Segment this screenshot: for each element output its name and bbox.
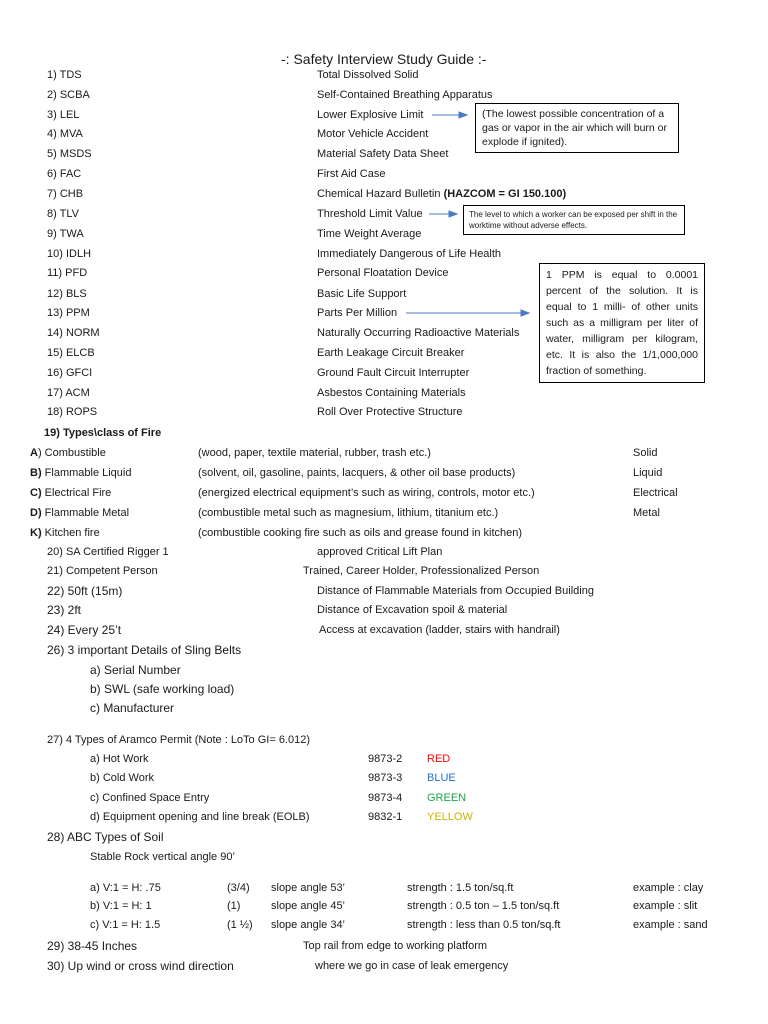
item-term: 29) 38-45 Inches [47,939,138,953]
fire-class-desc: (energized electrical equipment’s such as wiring, controls, motor etc.) [198,487,535,499]
arrow-head-icon [521,310,529,316]
fire-class-desc: (combustible metal such as magnesium, lithium, titanium etc.) [198,507,499,519]
item-definition: where we go in case of leak emergency [315,960,509,972]
soil-fraction: (1 ½) [227,919,253,931]
item-term: 30) Up wind or cross wind direction [47,959,234,973]
acronym-definition: Personal Floatation Device [317,267,449,279]
permit-color: GREEN [427,792,467,804]
acronym-term: 14) NORM [47,327,100,339]
fire-class-desc: (combustible cooking fire such as oils and grease found in kitchen) [198,527,523,539]
soil-slope: slope angle 53’ [271,882,346,894]
fire-class-type: Liquid [633,467,663,479]
permit-code: 9873-4 [368,792,403,804]
item-definition: Distance of Excavation spoil & material [317,604,508,616]
soil-stable-rock: Stable Rock vertical angle 90’ [90,851,235,863]
arrow-head-icon [449,211,457,217]
acronym-term: 10) IDLH [47,248,92,260]
permit-code: 9832-1 [368,811,403,823]
acronym-term: 1) TDS [47,69,82,81]
fire-class-desc: (wood, paper, textile material, rubber, trash etc.) [198,447,431,459]
fire-class-type: Electrical [633,487,678,499]
item-definition: approved Critical Lift Plan [317,546,443,558]
soil-strength: strength : 0.5 ton – 1.5 ton/sq.ft [407,900,560,912]
list-item: a) Serial Number [90,663,181,677]
soil-fraction: (3/4) [227,882,250,894]
list-item: c) Manufacturer [90,701,175,715]
soil-fraction: (1) [227,900,241,912]
acronym-definition: Motor Vehicle Accident [317,128,429,140]
fire-class-name: D) Flammable Metal [30,507,130,519]
item-definition: Top rail from edge to working platform [303,940,488,952]
permit-code: 9873-3 [368,772,403,784]
fire-class-name: B) Flammable Liquid [30,467,132,479]
acronym-definition: Self-Contained Breathing Apparatus [317,89,493,101]
acronym-term: 15) ELCB [47,347,95,359]
soil-ratio: b) V:1 = H: 1 [90,900,152,912]
item-definition: Trained, Career Holder, Professionalized Person [303,565,540,577]
acronym-definition: Earth Leakage Circuit Breaker [317,347,465,359]
fire-class-name: K) Kitchen fire [30,527,100,539]
item-term: 20) SA Certified Rigger 1 [47,546,169,558]
acronym-term: 3) LEL [47,109,80,121]
soil-heading: 28) ABC Types of Soil [47,830,164,844]
acronym-definition: Ground Fault Circuit Interrupter [317,367,470,379]
acronym-term: 13) PPM [47,307,90,319]
acronym-definition: Basic Life Support [317,288,407,300]
item-definition: Distance of Flammable Materials from Occupied Building [317,585,594,597]
acronym-term: 2) SCBA [47,89,90,101]
permit-name: a) Hot Work [90,753,149,765]
page-title: -: Safety Interview Study Guide :- [281,51,487,67]
soil-strength: strength : 1.5 ton/sq.ft [407,882,514,894]
soil-ratio: a) V:1 = H: .75 [90,882,161,894]
permit-code: 9873-2 [368,753,403,765]
acronym-definition: Chemical Hazard Bulletin (HAZCOM = GI 150.100) [317,188,567,200]
acronym-definition: First Aid Case [317,168,386,180]
acronym-term: 7) CHB [47,188,84,200]
fire-class-name: C) Electrical Fire [30,487,112,499]
item-definition: Access at excavation (ladder, stairs with handrail) [319,624,560,636]
permit-name: b) Cold Work [90,772,154,784]
acronym-definition: Material Safety Data Sheet [317,148,449,160]
item-term: 23) 2ft [47,603,82,617]
acronym-term: 18) ROPS [47,406,98,418]
list-item: b) SWL (safe working load) [90,682,235,696]
acronym-term: 11) PFD [47,267,88,279]
arrow-head-icon [459,112,467,118]
permit-color: YELLOW [427,811,473,823]
fire-class-type: Metal [633,507,660,519]
soil-example: example : sand [633,919,708,931]
acronym-term: 8) TLV [47,208,79,220]
acronym-term: 4) MVA [47,128,83,140]
ppm-note-box: 1 PPM is equal to 0.0001 percent of the solution. It is equal to 1 milli- of other units such as a milligram per liter of water, milligram per kilogram, etc. It is also the 1/1,000,000 fraction of something. [539,263,705,383]
acronym-definition: Total Dissolved Solid [317,69,419,81]
fire-class-name: A) Combustible [30,447,106,459]
acronym-term: 9) TWA [47,228,84,240]
item-term: 24) Every 25’t [47,623,122,637]
acronym-term: 5) MSDS [47,148,92,160]
acronym-definition: Parts Per Million [317,307,398,319]
soil-slope: slope angle 45’ [271,900,346,912]
soil-strength: strength : less than 0.5 ton/sq.ft [407,919,561,931]
permit-color: BLUE [427,772,456,784]
fire-class-desc: (solvent, oil, gasoline, paints, lacquers, & other oil base products) [198,467,516,479]
acronym-definition: Lower Explosive Limit [317,109,424,121]
soil-slope: slope angle 34’ [271,919,346,931]
acronym-definition: Asbestos Containing Materials [317,387,466,399]
fire-class-type: Solid [633,447,658,459]
sling-heading: 26) 3 important Details of Sling Belts [47,643,242,657]
acronym-definition: Time Weight Average [317,228,422,240]
acronym-definition: Roll Over Protective Structure [317,406,463,418]
permit-name: d) Equipment opening and line break (EOLB) [90,811,310,823]
soil-example: example : slit [633,900,698,912]
acronym-definition: Naturally Occurring Radioactive Materials [317,327,520,339]
acronym-term: 6) FAC [47,168,82,180]
fire-heading: 19) Types\class of Fire [44,427,162,439]
permit-name: c) Confined Space Entry [90,792,210,804]
item-term: 21) Competent Person [47,565,158,577]
permit-color: RED [427,753,451,765]
acronym-term: 17) ACM [47,387,90,399]
acronym-definition: Threshold Limit Value [317,208,423,220]
item-term: 22) 50ft (15m) [47,584,123,598]
tlv-note-box: The level to which a worker can be exposed per shift in the worktime without adverse effects. [463,205,685,235]
acronym-definition: Immediately Dangerous of Life Health [317,248,502,260]
soil-ratio: c) V:1 = H: 1.5 [90,919,161,931]
acronym-term: 12) BLS [47,288,87,300]
lel-note-box: (The lowest possible concentration of a gas or vapor in the air which will burn or explode if ignited). [475,103,679,153]
permit-heading: 27) 4 Types of Aramco Permit (Note : LoTo GI= 6.012) [47,734,311,746]
soil-example: example : clay [633,882,704,894]
acronym-term: 16) GFCI [47,367,93,379]
